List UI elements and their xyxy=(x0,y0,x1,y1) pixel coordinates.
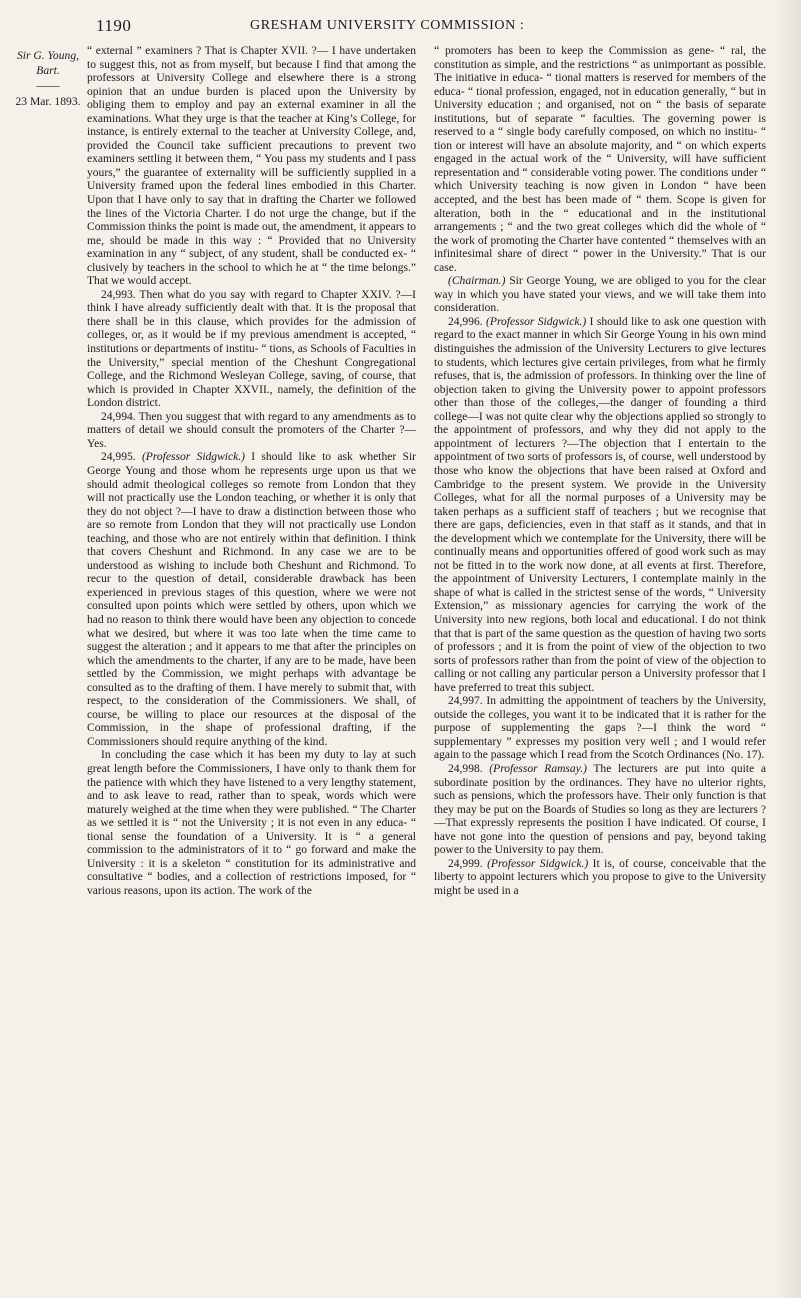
speaker-name: (Professor Sidgwick.) xyxy=(487,857,589,870)
page-edge-shadow xyxy=(775,0,801,1298)
question-number: 24,999. xyxy=(448,857,483,870)
margin-note xyxy=(14,48,82,109)
paragraph-text: Then what do you say with regard to Chapter XXIV. ?—I think I have already sufficiently dealt with that. It is the proposal that there shall be in this clause, which provides for the admission of colleges, or, as it would be if my previous amendment is accepted, “ institutions or departments of institu- “ tions, as Schools of Faculties in the University,” special mention of the Cheshunt Congregational College, and the Richmond Wesleyan College, saving, of course, that which is provided in Chapter XXVII., namely, the definition of the London district. xyxy=(87,288,416,410)
paragraph-text: In concluding the case which it has been my duty to lay at such great length before the Commissioners, I have only to thank them for the patience with which they have listened to a very lengthy statement, and to ask leave to read, rather than to speak, words which were maturely weighed at the time when they were published. “ The Charter as we settled it is “ not the University ; it is not even in any educa- “ tional sense the foundation of a University. It is “ a general commission to the administrators of it to “ go forward and make the University : it is a skeleton “ constitution for its administrative and consultative “ bodies, and a collection of restrictions imposed, for “ various reasons, upon its action. The work of the xyxy=(87,749,416,897)
paragraph-text: It is, of course, conceivable that the liberty to appoint lecturers which you propose to give to the University might be used in a xyxy=(434,857,766,897)
speaker-name: (Chairman.) xyxy=(448,275,506,288)
testimony-paragraph xyxy=(434,275,766,316)
paragraph-text: I should like to ask one question with regard to the exact manner in which Sir George Young in his own mind distinguishes the admission of the University Lecturers to give lectures to students, which lectures give certain privileges, from what he firmly refuses, that is, the admission of professors. In thinking over the line of objection taken to giving the University power to appoint professors other than those of the colleges,—the danger of founding a third college—I was not quite clear why the objections applied so strongly to the appointment of professors, and why they did not apply to the appointment of lecturers ?—The objection that I entertain to the appointment of two sorts of professors is, of course, well understood by those who know the objections that have been raised at Oxford and Cambridge to the present system. We provide in the University Colleges, what for all the normal purposes of a University may be taken perhaps as a sufficient staff of teachers ; but we recognise that there are gaps, deficiencies, even in that staff as it stands, and that in the development which we contemplate for the University, there will be continually means and opportunities offered of good work such as may not be fitted in to the work now done, at all events at first. Therefore, the appointment of University Lecturers, I contemplate mainly in the shape of what is called in the strictest sense of the words, “ University Extension,” as missionary agencies for carrying the work of the University into new regions, both local and educational. I do not think that that is part of the same question as the question of having two sorts of professors ; and it is from the point of view of the objection to two sorts of professors rather than from the point of view of the objection to calling or not calling any particular person a University professor that I have preferred to treat this subject. xyxy=(434,315,767,694)
page-header xyxy=(0,16,801,38)
question-number: 24,994. xyxy=(101,410,136,423)
left-column xyxy=(87,45,416,898)
question-number: 24,995. xyxy=(101,451,136,464)
testimony-paragraph xyxy=(87,749,416,898)
paragraph-text: In admitting the appointment of teachers by the University, outside the colleges, you want it to be indicated that it is rather for the purpose of supplementing the gaps ?—I think the word “ supplementary ” expresses my position very well ; and I would refer again to the passage which I read from the Scotch Ordinances (No. 17). xyxy=(434,695,767,762)
hearing-date: 23 Mar. 1893. xyxy=(15,95,81,108)
testimony-paragraph xyxy=(87,289,416,411)
paragraph-text: I should like to ask whether Sir George Young and those whom he represents urge upon us that we should admit theological colleges so remote from London that they will not practically use the London teaching, or whether it is only that they do not object ?—I have to draw a distinction between those who are so remote from London that they will not practically use London teaching, and those who are not entirely within that definition. I think that covers Cheshunt and Richmond. In any case we are to be understood as wishing to include both Cheshunt and Richmond. To recur to the question of detail, considerable drawback has been experienced in previous stages of this question, where we were not consulted upon points which were settled by others, upon which we had no reason to think there would have been any objection to concede what we desired, but where it was too late when the time came to suggest the alteration ; and it appears to me that after the principles on which the amendments to the charter, if any are to be made, have been settled by the Commission, we might perhaps with advantage be consulted as to the drafting of them. I have merely to submit that, with respect, to the consideration of the Commissioners. We shall, of course, be willing to place our resources at the disposal of the Commission, in the shape of professional drafting, if the Commissioners should require anything of the kind. xyxy=(87,451,417,748)
speaker-name: (Professor Sidgwick.) xyxy=(486,315,587,328)
testimony-paragraph xyxy=(87,451,416,749)
margin-dash: —— xyxy=(36,79,60,92)
paragraph-text: Sir George Young, we are obliged to you for the clear way in which you have stated your views, and we will take them into consideration. xyxy=(434,275,766,315)
testimony-paragraph xyxy=(87,411,416,452)
testimony-paragraph xyxy=(434,858,766,899)
question-number: 24,996. xyxy=(448,315,483,328)
right-column xyxy=(434,45,766,898)
witness-name: Sir G. Young, Bart. xyxy=(16,49,80,77)
paragraph-text: “ external ” examiners ? That is Chapter XVII. ?— I have undertaken to suggest this, not as from myself, but because I find that among the professors at University College and elsewhere there is a strong opinion that an undue burden is placed upon the University by obliging them to employ and pay an external examiner in all the examinations. What they urge is that the teacher at King’s College, for instance, is entirely external to the teacher at University College, and, provided the Council take sufficient precautions to prevent two examiners settling it between them, “ You pass my students and I pass yours,” the guarantee of externality will be sufficiently supplied in a University framed upon the federal lines embodied in this Charter. Upon that I have only to say that in drafting the Charter we followed the lines of the Victoria Charter. I do not urge the change, but if the Commission thinks the point is made out, the amendment, it appears to me, should be made in this way : “ Provided that no University examination in any “ subject, of any student, shall be conducted ex- “ clusively by teachers in the school to which he at “ the time belongs.” That we would accept. xyxy=(87,45,416,288)
question-number: 24,997. xyxy=(448,695,483,708)
paragraph-text: The lecturers are put into quite a subordinate position by the ordinances. They have no ulterior rights, such as pensions, which the professors have. Their only function is that they may be put on the Boards of Studies so long as they are lecturers ?—That expressly represents the position I have indicated. Of course, I have not gone into the question of pensions and pay, beyond taking power to the University to pay them. xyxy=(434,762,766,857)
question-number: 24,998. xyxy=(448,762,483,775)
paragraph-text: “ promoters has been to keep the Commission as gene- “ ral, the constitution as simple, and the restrictions “ as unimportant as possible. The initiative in educa- “ tional matters is reserved for members of the educa- “ tional profession, engaged, not in education generally, “ but in University education ; and organised, not on “ the basis of separate institutions, but of separate “ faculties. The governing power is reserved to a “ single body carefully composed, on which no institu- “ tion or interest will have an absolute majority, and “ on which experts engaged in the actual work of the “ University, will have sufficient representation and “ considerable voting power. The conditions under “ which University teaching is now given in London “ have been accepted, and the best has been made of “ them. Scope is given for alteration, both in the “ educational and in the institutional arrangements ; “ and the two great colleges which did the whole of “ the work of promoting the Charter have contented “ themselves with an infinitesimal share of direct “ power in the University.” That is our case. xyxy=(434,45,766,274)
testimony-paragraph xyxy=(434,695,766,763)
speaker-name: (Professor Sidgwick.) xyxy=(141,451,245,464)
question-number: 24,993. xyxy=(101,288,136,301)
testimony-paragraph xyxy=(434,316,766,695)
speaker-name: (Professor Ramsay.) xyxy=(489,762,587,775)
testimony-paragraph xyxy=(434,763,766,858)
continued-paragraph xyxy=(434,45,766,275)
running-head: GRESHAM UNIVERSITY COMMISSION : xyxy=(250,18,525,33)
continued-paragraph xyxy=(87,45,416,289)
page-number: 1190 xyxy=(96,16,132,35)
paragraph-text: Then you suggest that with regard to any amendments as to matters of detail we should consult the promoters of the Charter ?—Yes. xyxy=(87,410,416,450)
